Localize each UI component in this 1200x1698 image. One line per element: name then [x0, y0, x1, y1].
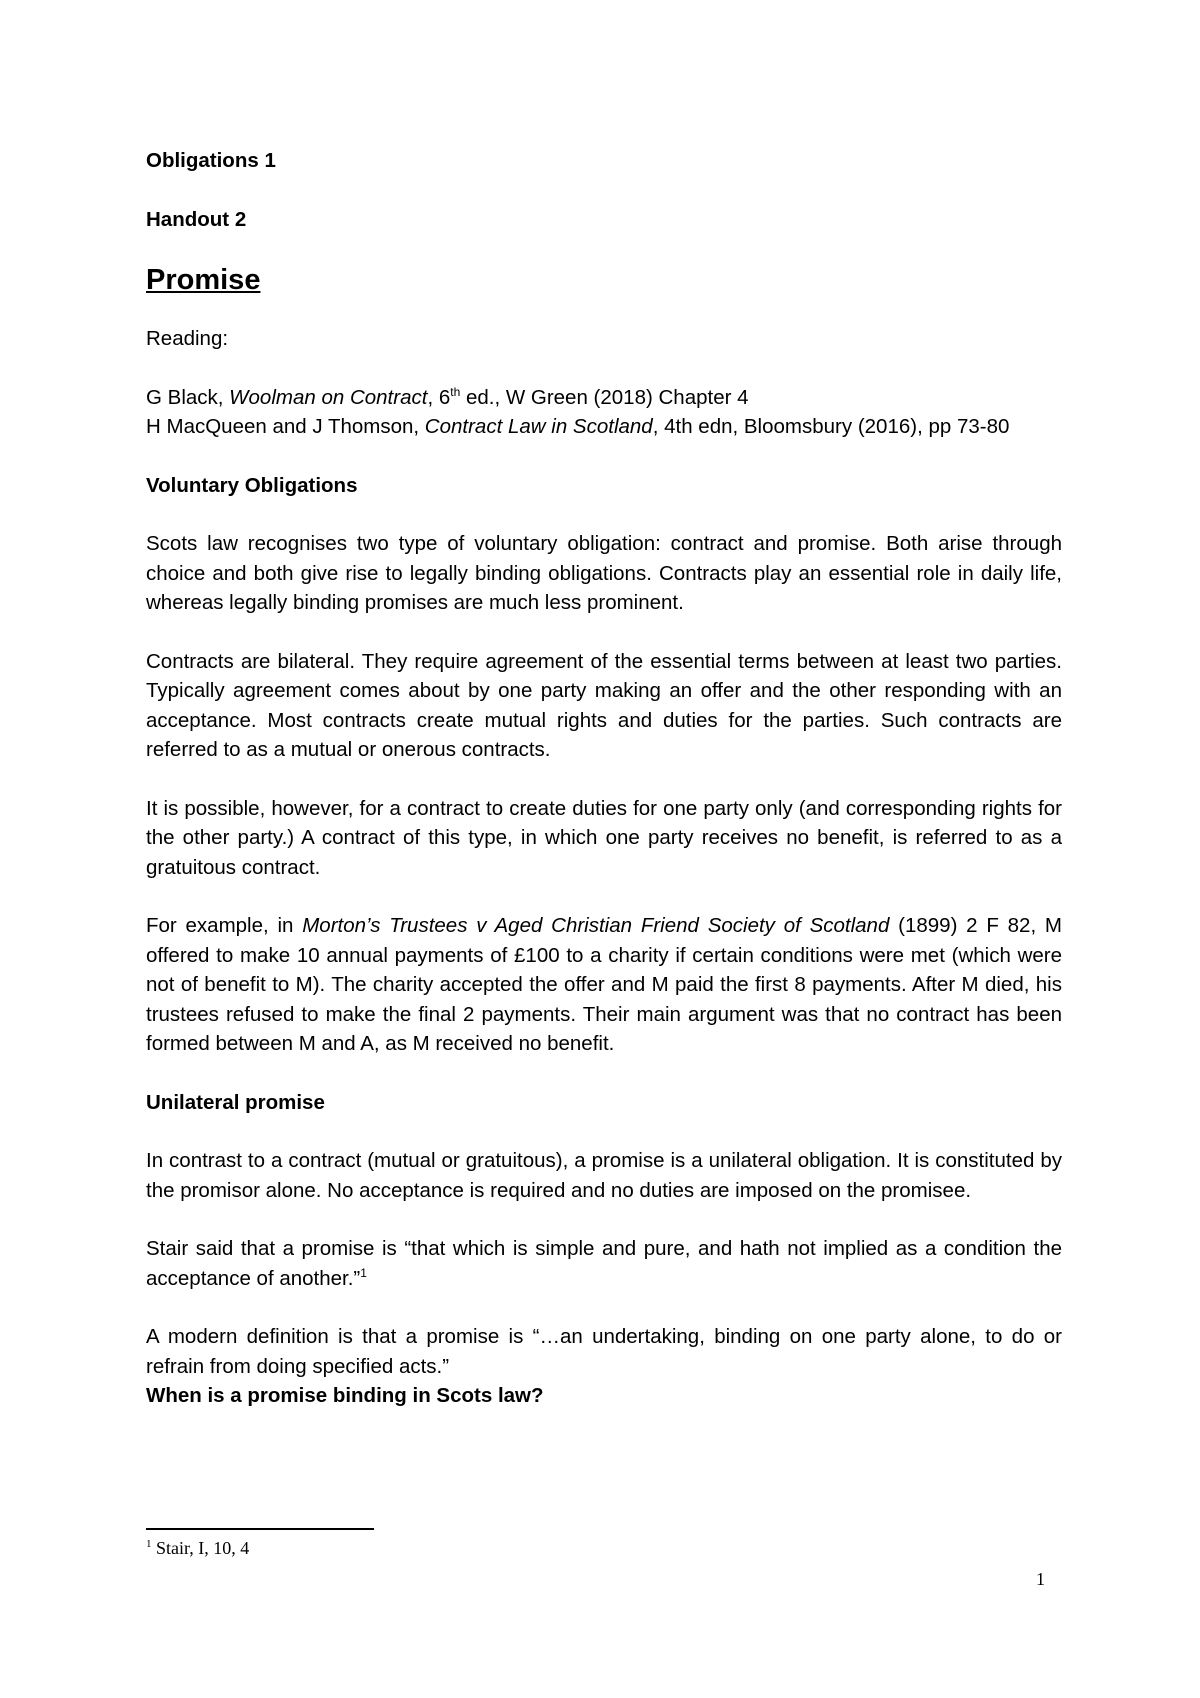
paragraph: Contracts are bilateral. They require agreement of the essential terms between at least two parties. Typically agreement comes about by one party making an offer and the other responding with an acceptance. Most contracts create mutual rights and duties for the parties. Such contracts are referred to as a mutual or onerous contracts.	[146, 649, 1062, 761]
book-title-contract-law: Contract Law in Scotland	[424, 415, 653, 438]
paragraph: It is possible, however, for a contract to create duties for one party only (and corresponding rights for the other party.) A contract of this type, in which one party receives no benefit, is referred to as a gratuitous contract.	[146, 796, 1062, 879]
handout-label: Handout 2	[146, 207, 247, 231]
book-title-woolman: Woolman on Contract	[229, 385, 428, 409]
paragraph: In contrast to a contract (mutual or gratuitous), a promise is a unilateral obligation. It is constituted by the promisor alone. No acceptance is required and no duties are imposed on the promisee.	[146, 1149, 1062, 1202]
section-heading-voluntary: Voluntary Obligations	[146, 473, 358, 497]
page-title: Promise	[146, 264, 261, 296]
page-content	[146, 146, 1062, 1411]
paragraph-stair-quote: Stair said that a promise is “that which is simple and pure, and hath not implied as a condition the acceptance of another.”$^1$	[146, 1237, 1062, 1290]
reading-ref-2: H MacQueen and J Thomson, Contract Law in Scotland, 4th edn, Bloomsbury (2016), pp 73-80	[146, 415, 1010, 438]
paragraph-modern-definition: A modern definition is that a promise is “…an undertaking, binding on one party alone, to do or refrain from doing specified acts.”	[146, 1325, 1062, 1378]
footnote-number: 1	[146, 1538, 152, 1550]
question-heading: When is a promise binding in Scots law?	[146, 1384, 544, 1407]
paragraph-case-example: For example, in Morton’s Trustees v Aged Christian Friend Society of Scotland (1899) 2 F 82, M offered to make 10 annual payments of £100 to a charity if certain conditions were met (which were not of benefit to M). The charity accepted the offer and M paid the first 8 payments. After M died, his trustees refused to make the final 2 payments. Their main argument was that no contract has been formed between M and A, as M received no benefit.	[146, 914, 1062, 1055]
footnote: $^1$ Stair, I, 10, 4	[146, 1538, 250, 1558]
footnote-separator	[146, 1528, 374, 1530]
reading-ref-1: G Black, Woolman on Contract, 6th ed., W Green (2018) Chapter 4	[146, 384, 749, 409]
case-name: Morton’s Trustees v Aged Christian Friend Society of Scotland	[302, 914, 890, 937]
paragraph: Scots law recognises two type of voluntary obligation: contract and promise. Both arise through choice and both give rise to legally binding obligations. Contracts play an essential role in daily life, whereas legally binding promises are much less prominent.	[146, 532, 1062, 614]
course-title: Obligations 1	[146, 149, 276, 172]
section-heading-unilateral: Unilateral promise	[146, 1090, 325, 1114]
page-number: 1	[1036, 1569, 1045, 1589]
footnote-marker: 1	[360, 1265, 367, 1280]
reading-label: Reading:	[146, 327, 229, 350]
